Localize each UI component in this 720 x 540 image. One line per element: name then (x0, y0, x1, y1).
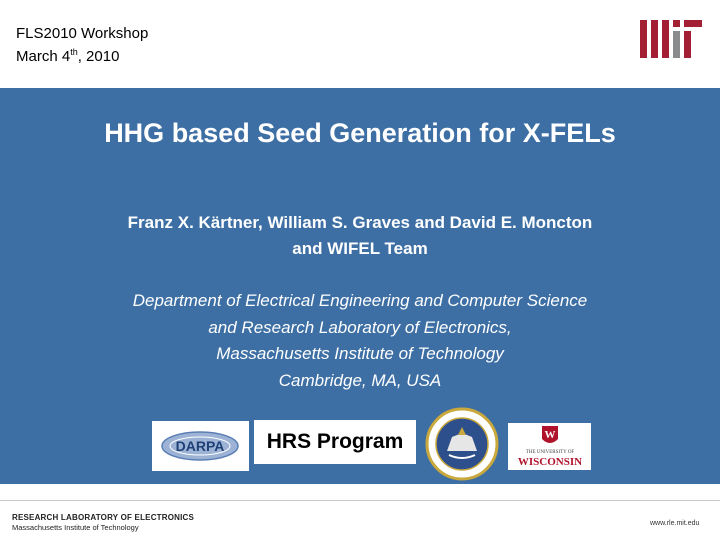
authors-block (0, 210, 720, 262)
workshop-date: March 4th, 2010 (16, 47, 120, 65)
affiliation-line: Department of Electrical Engineering and Computer Science (132, 291, 588, 310)
footer-institute: Massachusetts Institute of Technology (12, 523, 139, 532)
slide-header (16, 24, 148, 66)
mit-logo (640, 20, 702, 58)
darpa-logo (152, 421, 249, 471)
affiliation-line: Cambridge, MA, USA (278, 370, 442, 390)
footer-divider (0, 500, 720, 501)
wisconsin-sub: THE UNIVERSITY OF (525, 450, 575, 455)
wisconsin-text: WISCONSIN (517, 456, 583, 468)
wisconsin-crest-letter: W (544, 429, 556, 441)
affiliation-line: Massachusetts Institute of Technology (216, 344, 504, 363)
authors-line: Franz X. Kärtner, William S. Graves and David E. Moncton (127, 213, 593, 232)
authors-line: and WIFEL Team (292, 239, 428, 258)
wisconsin-logo (508, 423, 591, 470)
slide-title: HHG based Seed Generation for X-FELs (104, 118, 616, 148)
navy-seal-logo (425, 407, 499, 481)
affiliation-block (0, 288, 720, 394)
hrs-program-label: HRS Program (254, 420, 416, 464)
footer-url[interactable]: www.rle.mit.edu (650, 520, 700, 527)
footer-lab-name: RESEARCH LABORATORY OF ELECTRONICS (12, 513, 195, 522)
darpa-text: DARPA (175, 438, 225, 454)
workshop-name: FLS2010 Workshop (16, 25, 149, 42)
affiliation-line: and Research Laboratory of Electronics, (208, 317, 512, 337)
